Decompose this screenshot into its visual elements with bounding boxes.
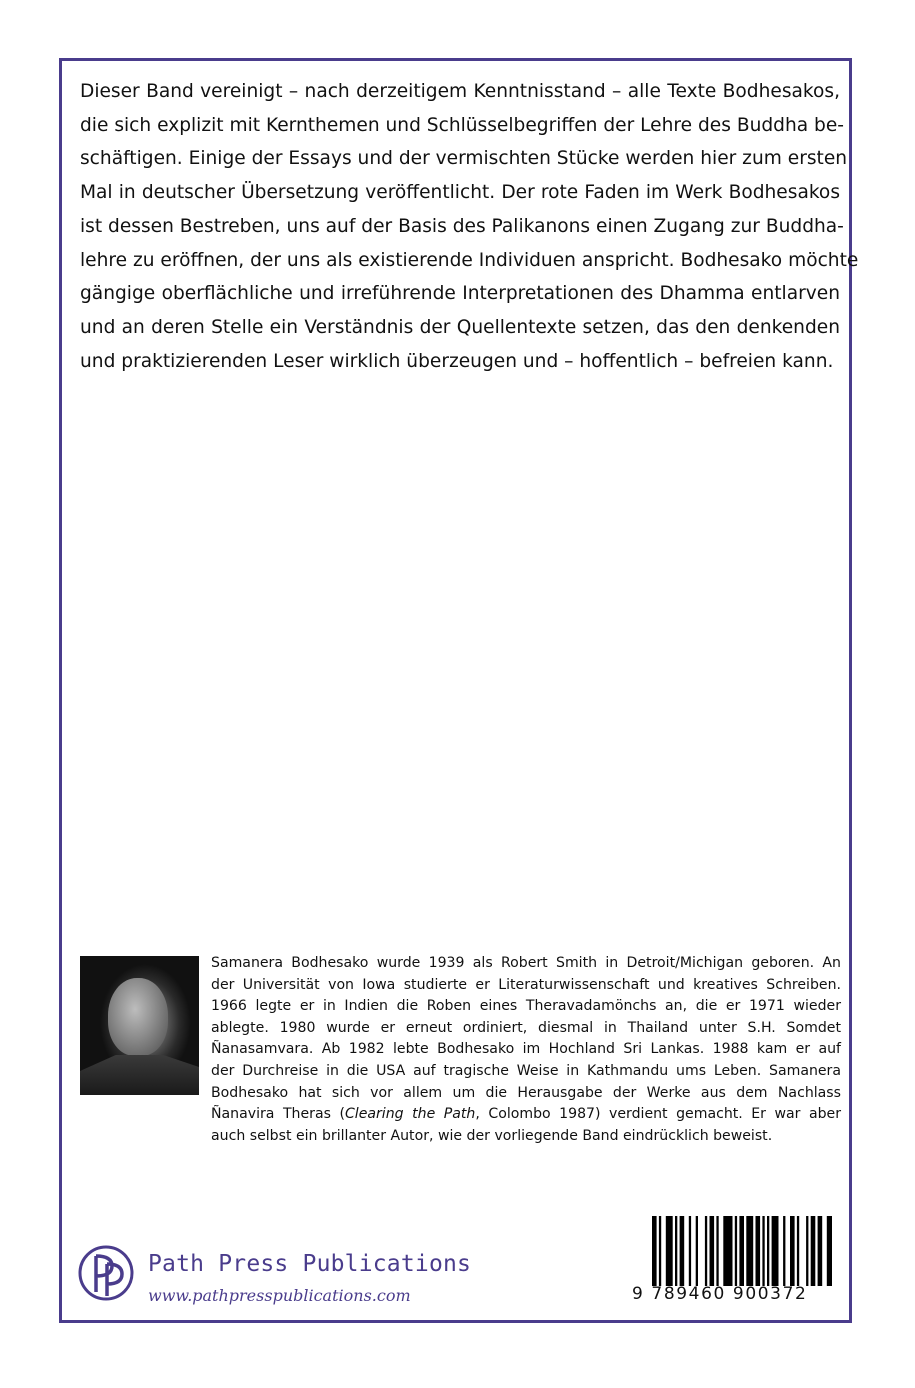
blurb-line: lehre zu eröffnen, der uns als existierende Individuen anspricht. Bodhesako möchte <box>80 249 859 271</box>
barcode-bar <box>689 1216 691 1286</box>
author-robe <box>80 1055 199 1095</box>
barcode-bar <box>797 1216 799 1286</box>
author-face <box>108 978 168 1056</box>
barcode-bar <box>723 1216 732 1286</box>
blurb-line: Dieser Band vereinigt – nach derzeitigem Kenntnisstand – alle Texte Bodhesakos, <box>80 81 840 102</box>
barcode-bar <box>772 1216 779 1286</box>
barcode-bar <box>710 1216 715 1286</box>
author-photo <box>80 956 199 1095</box>
publisher-url: www.pathpresspublications.com <box>148 1286 411 1305</box>
blurb-line: ist dessen Bestreben, uns auf der Basis des Palikanons einen Zugang zur Buddha- <box>80 215 844 237</box>
barcode-bar <box>680 1216 685 1286</box>
barcode-bar <box>675 1216 677 1286</box>
barcode-bar <box>827 1216 832 1286</box>
barcode-bar <box>811 1216 816 1286</box>
bio-line: der Durchreise in die USA auf tragische Weise in Kathmandu ums Leben. Samanera <box>211 1062 841 1079</box>
publisher-name: Path Press Publications <box>148 1251 472 1277</box>
bio-line: der Universität von Iowa studierte er Literaturwissenschaft und kreatives Schreiben. <box>211 976 841 993</box>
bio-line: Ñanasamvara. Ab 1982 lebte Bodhesako im Hochland Sri Lankas. 1988 kam er auf <box>211 1041 841 1058</box>
barcode-bar <box>739 1216 744 1286</box>
barcode-bar <box>666 1216 673 1286</box>
barcode-bar <box>659 1216 661 1286</box>
blurb-line: und an deren Stelle ein Verständnis der Quellentexte setzen, das den denkenden <box>80 316 840 338</box>
blurb-line: die sich explizit mit Kernthemen und Schlüsselbegriffen der Lehre des Buddha be- <box>80 114 845 136</box>
bio-text: Ñanavira Theras ( <box>211 1106 345 1123</box>
blurb-line: gängige oberflächliche und irreführende Interpretationen des Dhamma entlarven <box>80 283 840 305</box>
bio-line: Samanera Bodhesako wurde 1939 als Robert Smith in Detroit/Michigan geboren. An <box>211 955 841 971</box>
bio-line-with-title <box>211 1104 841 1126</box>
bio-line: ablegte. 1980 wurde er erneut ordiniert, diesmal in Thailand unter S.H. Somdet <box>211 1019 841 1036</box>
pp-monogram-icon <box>78 1244 134 1302</box>
blurb-line: schäftigen. Einige der Essays und der vermischten Stücke werden hier zum ersten <box>80 148 848 170</box>
bio-line: auch selbst ein brillanter Autor, wie der vorliegende Band eindrücklich beweist. <box>211 1127 773 1144</box>
bio-text: , Colombo 1987) verdient gemacht. Er war aber <box>475 1106 841 1123</box>
blurb-line: und praktizierenden Leser wirklich überzeugen und – hoffentlich – befreien kann. <box>80 350 834 372</box>
barcode-bar <box>696 1216 698 1286</box>
bio-line: 1966 legte er in Indien die Roben eines Theravadamönchs an, die er 1971 wieder <box>211 998 841 1015</box>
blurb-line: Mal in deutscher Übersetzung veröffentlicht. Der rote Faden im Werk Bodhesakos <box>80 182 840 204</box>
barcode-bar <box>705 1216 707 1286</box>
barcode-bar <box>806 1216 808 1286</box>
author-bio <box>211 953 841 1147</box>
barcode-bar <box>767 1216 769 1286</box>
isbn-digits: 9 789460 900372 <box>632 1284 808 1304</box>
barcode-bar <box>783 1216 785 1286</box>
barcode-bar <box>818 1216 823 1286</box>
barcode-bar <box>652 1216 657 1286</box>
barcode-bar <box>716 1216 718 1286</box>
barcode-bar <box>746 1216 753 1286</box>
barcode-bar <box>790 1216 795 1286</box>
barcode-bar <box>756 1216 761 1286</box>
barcode-bar <box>735 1216 737 1286</box>
barcode-bar <box>762 1216 764 1286</box>
book-title: Clearing the Path <box>344 1106 476 1123</box>
back-cover-blurb <box>80 75 859 378</box>
bio-line: Bodhesako hat sich vor allem um die Herausgabe der Werke aus dem Nachlass <box>211 1084 841 1101</box>
